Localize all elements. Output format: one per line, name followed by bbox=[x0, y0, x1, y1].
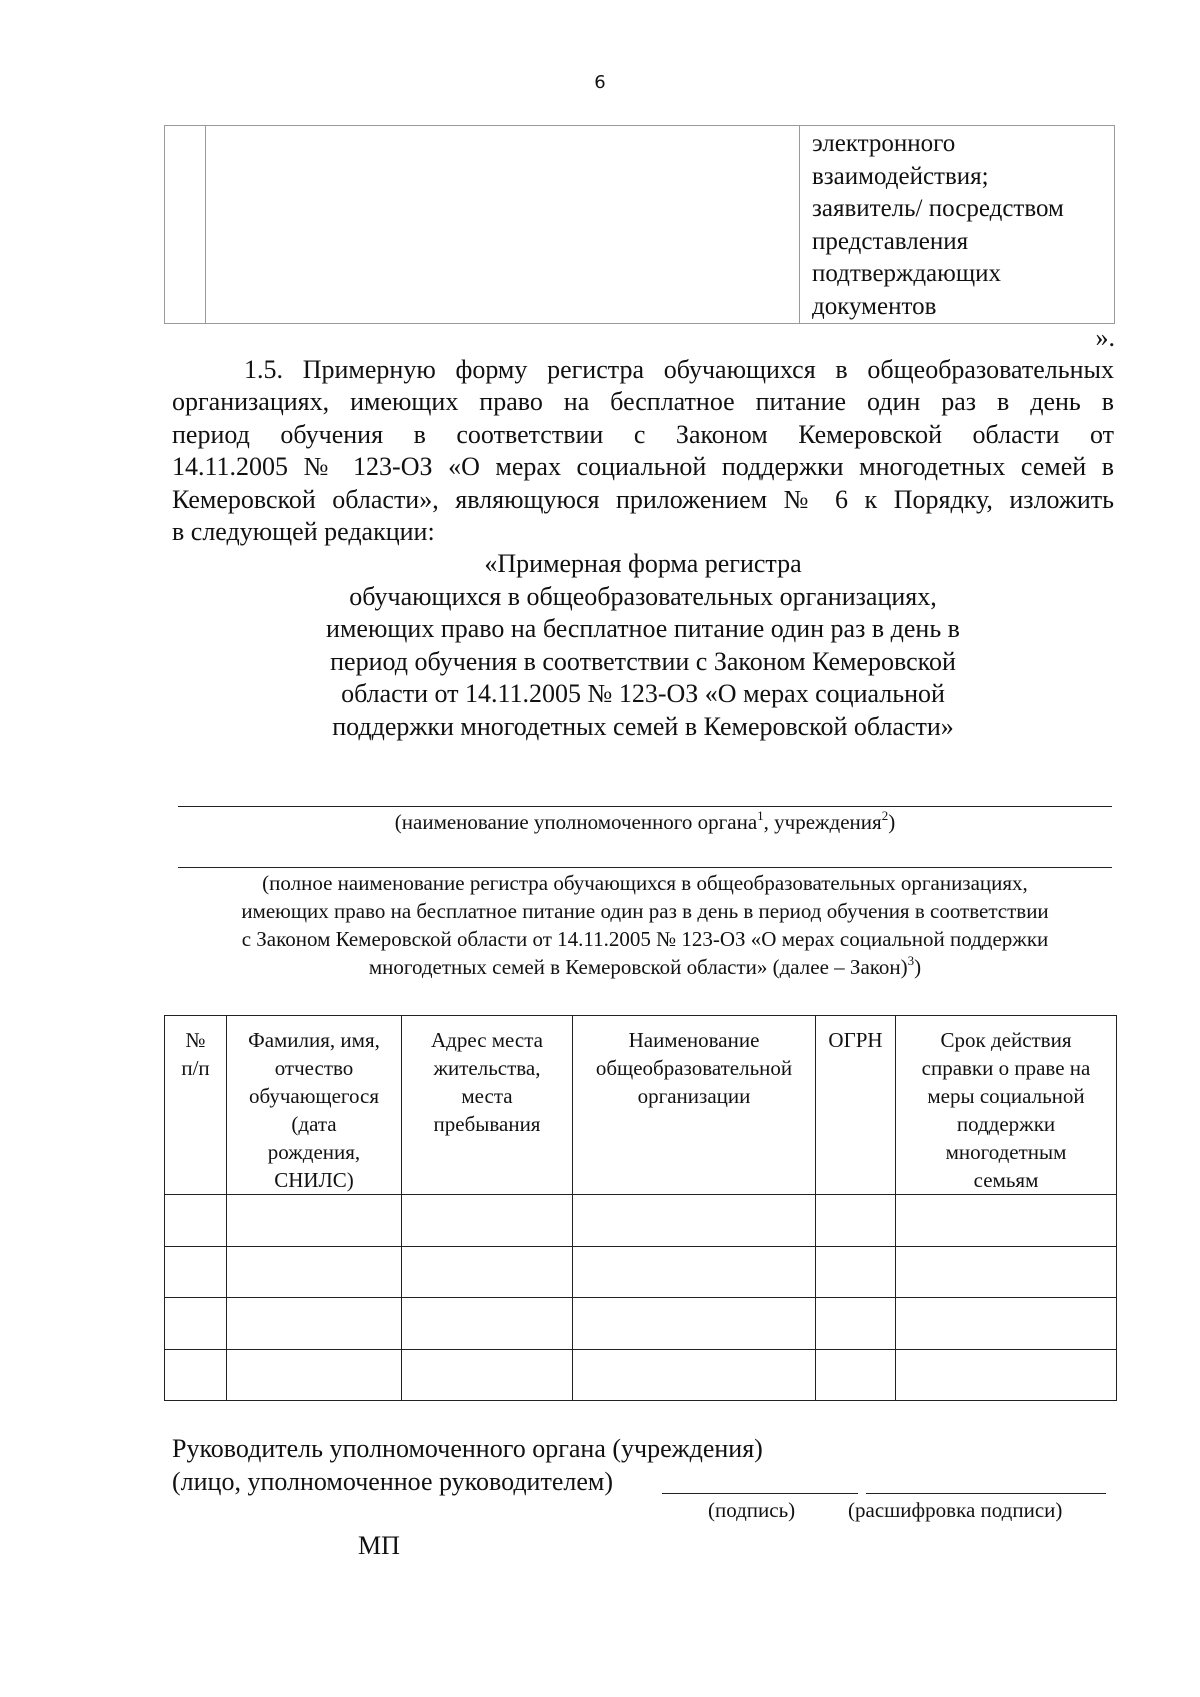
stamp-place: МП bbox=[358, 1531, 400, 1560]
cell-text-line: заявитель/ посредством bbox=[812, 195, 1064, 222]
continued-table-cell-2 bbox=[206, 126, 800, 324]
table-cell bbox=[573, 1349, 816, 1401]
table-row bbox=[165, 1298, 1117, 1350]
paragraph-line: 14.11.2005 № 123-ОЗ «О мерах социальной поддержки многодетных семей в bbox=[172, 452, 1114, 482]
caption-text: ) bbox=[888, 810, 896, 834]
header-line: обучающегося bbox=[248, 1084, 380, 1108]
header-address bbox=[402, 1016, 573, 1195]
header-ogrn bbox=[816, 1016, 896, 1195]
header-line: СНИЛС) bbox=[274, 1168, 354, 1192]
table-cell bbox=[227, 1298, 402, 1350]
header-line: отчество bbox=[274, 1056, 354, 1080]
caption-line bbox=[178, 953, 1112, 981]
header-line: Фамилия, имя, bbox=[248, 1028, 380, 1052]
signature-line bbox=[662, 1493, 858, 1494]
caption-text: многодетных семей в Кемеровской области» (далее – Закон) bbox=[368, 955, 908, 979]
table-cell bbox=[227, 1349, 402, 1401]
fill-line-authority bbox=[178, 806, 1112, 807]
caption-text: (наименование уполномоченного органа bbox=[394, 810, 758, 834]
table-cell bbox=[402, 1246, 573, 1298]
header-line: Адрес места bbox=[431, 1028, 543, 1052]
register-table-header bbox=[165, 1016, 1117, 1195]
form-title-line: области от 14.11.2005 № 123-ОЗ «О мерах социальной bbox=[341, 679, 945, 709]
form-title-line: поддержки многодетных семей в Кемеровской области» bbox=[332, 711, 954, 741]
caption-text: , учреждения bbox=[763, 810, 882, 834]
table-row bbox=[165, 1349, 1117, 1401]
caption-text: ) bbox=[914, 955, 922, 979]
header-number bbox=[165, 1016, 227, 1195]
table-cell bbox=[165, 1349, 227, 1401]
table-cell bbox=[227, 1246, 402, 1298]
form-title-line: период обучения в соответствии с Законом Кемеровской bbox=[330, 646, 956, 676]
table-cell bbox=[165, 1298, 227, 1350]
table-cell bbox=[896, 1298, 1117, 1350]
header-line: № bbox=[185, 1028, 206, 1052]
register-table bbox=[164, 1015, 1117, 1401]
signature-decode-line bbox=[866, 1493, 1106, 1494]
header-line: организации bbox=[637, 1084, 751, 1108]
table-row bbox=[165, 1246, 1117, 1298]
header-line: места bbox=[461, 1084, 513, 1108]
header-line: ОГРН bbox=[828, 1028, 883, 1052]
paragraph-line: в следующей редакции: bbox=[172, 517, 435, 547]
signatory-subtitle: (лицо, уполномоченное руководителем) bbox=[172, 1467, 613, 1496]
fill-line-register-name bbox=[178, 867, 1112, 868]
header-line: Наименование bbox=[628, 1028, 760, 1052]
table-cell bbox=[227, 1195, 402, 1247]
header-line: поддержки bbox=[956, 1112, 1056, 1136]
cell-text-line: взаимодействия; bbox=[812, 162, 989, 190]
table-cell bbox=[896, 1349, 1117, 1401]
table-cell bbox=[573, 1246, 816, 1298]
paragraph-line: период обучения в соответствии с Законом Кемеровской области от bbox=[172, 419, 1114, 449]
header-organization bbox=[573, 1016, 816, 1195]
cell-text-line: подтверждающих bbox=[812, 260, 1001, 287]
footnote-ref: 1 bbox=[757, 808, 764, 823]
table-cell bbox=[573, 1298, 816, 1350]
table-cell bbox=[402, 1195, 573, 1247]
table-cell bbox=[816, 1349, 896, 1401]
table-row bbox=[165, 1195, 1117, 1247]
header-validity bbox=[896, 1016, 1117, 1195]
header-line: общеобразовательной bbox=[595, 1056, 793, 1080]
paragraph-line: Кемеровской области», являющуюся приложением № 6 к Порядку, изложить bbox=[172, 484, 1114, 514]
footnote-ref: 3 bbox=[907, 953, 915, 968]
cell-text-line: документов bbox=[812, 292, 937, 320]
header-line: справки о праве на bbox=[921, 1056, 1091, 1080]
table-cell bbox=[816, 1246, 896, 1298]
caption-line: с Законом Кемеровской области от 14.11.2005 № 123-ОЗ «О мерах социальной поддержки bbox=[241, 927, 1049, 951]
header-line: многодетным bbox=[945, 1140, 1067, 1164]
register-name-caption bbox=[178, 869, 1112, 981]
paragraph-line: 1.5. Примерную форму регистра обучающихся в общеобразовательных bbox=[244, 355, 1114, 384]
closing-quote-mark: ». bbox=[1095, 323, 1115, 352]
header-line: меры социальной bbox=[927, 1084, 1085, 1108]
paragraph-line: организациях, имеющих право на бесплатное питание один раз в день в bbox=[172, 387, 1114, 417]
form-title-line: обучающихся в общеобразовательных организациях, bbox=[349, 581, 937, 611]
page-number: 6 bbox=[594, 72, 606, 93]
table-cell bbox=[165, 1195, 227, 1247]
table-cell bbox=[816, 1195, 896, 1247]
table-cell bbox=[573, 1195, 816, 1247]
signatory-title: Руководитель уполномоченного органа (учреждения) bbox=[172, 1434, 763, 1463]
form-title bbox=[172, 548, 1114, 744]
form-title-line: имеющих право на бесплатное питание один раз в день в bbox=[326, 614, 960, 644]
header-line: рождения, bbox=[267, 1140, 361, 1164]
caption-line: имеющих право на бесплатное питание один раз в день в период обучения в соответствии bbox=[241, 899, 1049, 923]
amendment-paragraph bbox=[172, 354, 1114, 548]
continued-table-cell-3 bbox=[800, 126, 1115, 324]
header-line: (дата bbox=[291, 1112, 337, 1136]
table-cell bbox=[402, 1349, 573, 1401]
header-line: Срок действия bbox=[940, 1028, 1072, 1052]
header-line: жительства, bbox=[433, 1056, 541, 1080]
signature-decode-caption: (расшифровка подписи) bbox=[848, 1498, 1063, 1522]
table-cell bbox=[896, 1195, 1117, 1247]
table-cell bbox=[816, 1298, 896, 1350]
table-cell bbox=[896, 1246, 1117, 1298]
header-full-name bbox=[227, 1016, 402, 1195]
header-line: семьям bbox=[973, 1168, 1039, 1192]
table-cell bbox=[165, 1246, 227, 1298]
signature-caption: (подпись) bbox=[708, 1498, 796, 1522]
footnote-ref: 2 bbox=[881, 808, 889, 823]
form-title-line: «Примерная форма регистра bbox=[484, 549, 802, 578]
header-line: п/п bbox=[181, 1056, 210, 1080]
continued-table bbox=[164, 125, 1115, 324]
cell-text-line: представления bbox=[812, 227, 969, 255]
register-table-body bbox=[165, 1195, 1117, 1401]
caption-line: (полное наименование регистра обучающихся в общеобразовательных организациях, bbox=[262, 871, 1028, 895]
header-line: пребывания bbox=[433, 1112, 541, 1136]
continued-table-cell-1 bbox=[165, 126, 206, 324]
cell-text-line: электронного bbox=[812, 130, 956, 157]
authority-caption bbox=[178, 808, 1112, 836]
table-cell bbox=[402, 1298, 573, 1350]
